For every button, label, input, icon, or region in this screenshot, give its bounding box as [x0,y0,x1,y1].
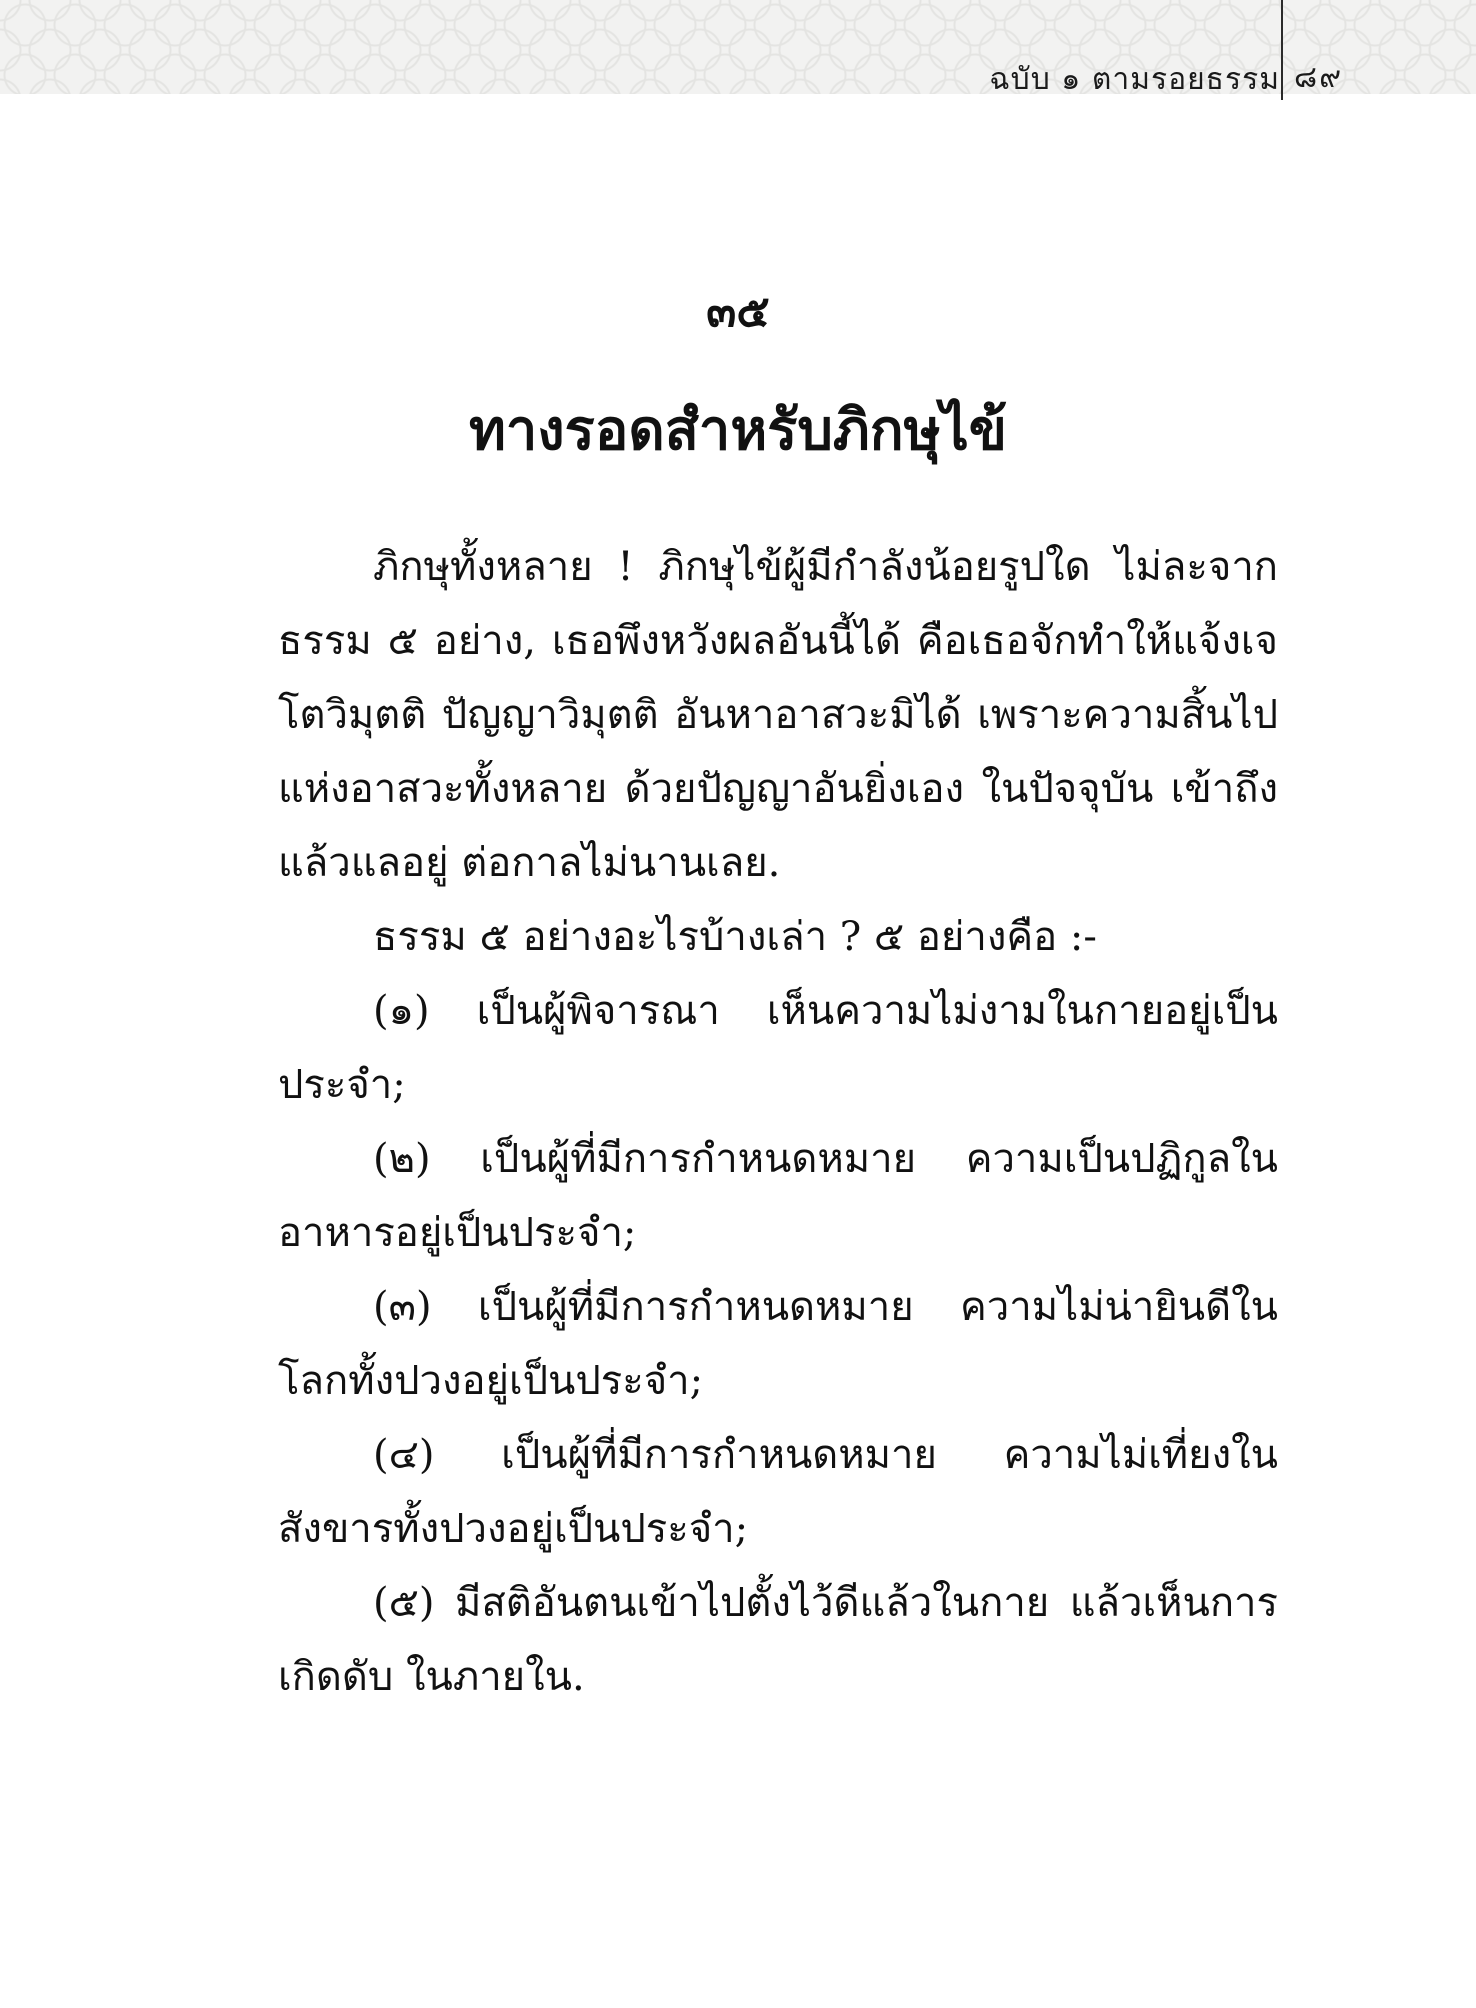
chapter-number: ๓๕ [706,286,770,337]
header-divider [1281,0,1283,100]
intro-paragraph: ภิกษุทั้งหลาย ! ภิกษุไข้ผู้มีกำลังน้อยรูปใด ไม่ละจากธรรม ๕ อย่าง, เธอพึงหวังผลอันนี้ได้ คือเธอจักทำให้แจ้งเจโตวิมุตติ ปัญญาวิมุตติ อันหาอาสวะมิได้ เพราะความสิ้นไปแห่งอาสวะทั้งหลาย ด้วยปัญญาอันยิ่งเอง ในปัจจุบัน เข้าถึงแล้วแลอยู่ ต่อกาลไม่นานเลย. [278,544,1278,886]
running-title: ฉบับ ๑ ตามรอยธรรม [989,62,1280,97]
question-paragraph: ธรรม ๕ อย่างอะไรบ้างเล่า ? ๕ อย่างคือ :- [373,914,1097,960]
body-text [278,530,1278,1714]
page-number: ๘๙ [1294,60,1344,95]
list-item-3: (๓) เป็นผู้ที่มีการกำหนดหมาย ความไม่น่ายินดีในโลกทั้งปวงอยู่เป็นประจำ; [278,1284,1278,1404]
list-item-2: (๒) เป็นผู้ที่มีการกำหนดหมาย ความเป็นปฏิกูลในอาหารอยู่เป็นประจำ; [278,1136,1278,1256]
list-item-4: (๔) เป็นผู้ที่มีการกำหนดหมาย ความไม่เที่ยงในสังขารทั้งปวงอยู่เป็นประจำ; [278,1432,1278,1552]
chapter-title: ทางรอดสำหรับภิกษุไข้ [468,397,1008,463]
list-item-1: (๑) เป็นผู้พิจารณา เห็นความไม่งามในกายอยู่เป็นประจำ; [278,988,1278,1108]
list-item-5: (๕) มีสติอันตนเข้าไปตั้งไว้ดีแล้วในกาย แล้วเห็นการเกิดดับ ในภายใน. [278,1580,1278,1700]
